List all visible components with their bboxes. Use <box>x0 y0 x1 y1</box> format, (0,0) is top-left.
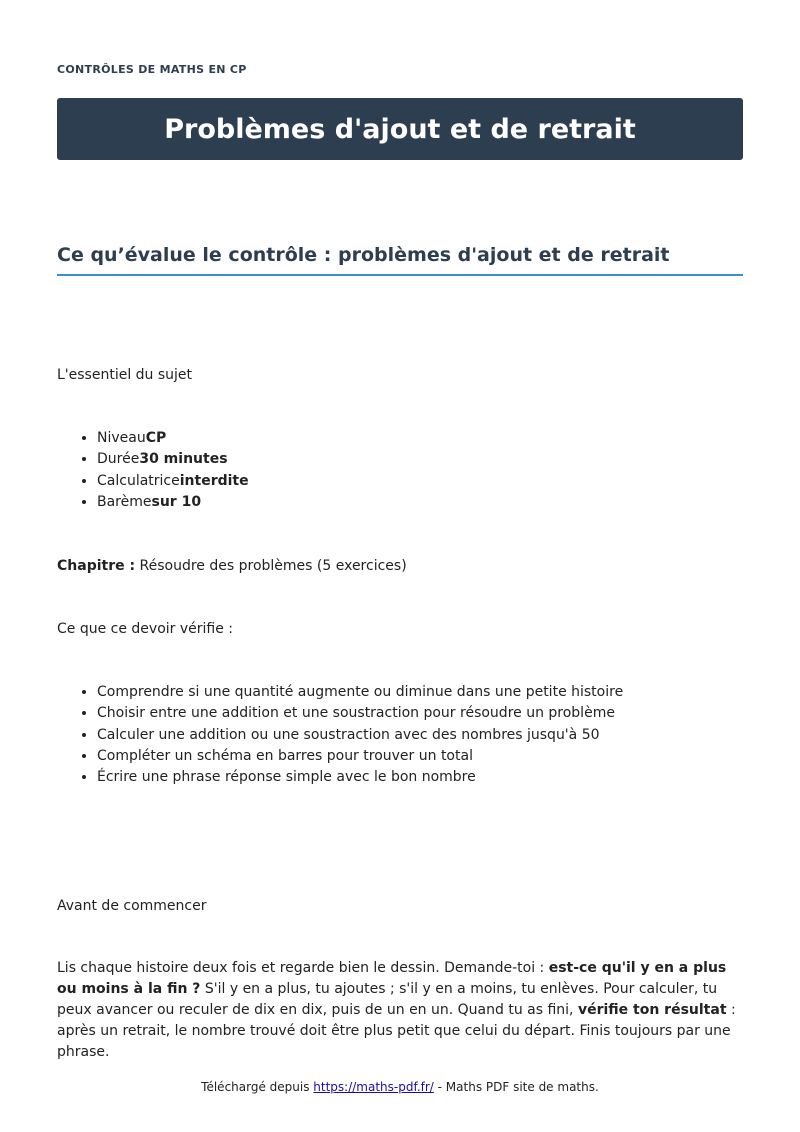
fact-label: Calculatrice <box>97 472 180 489</box>
fact-value: 30 minutes <box>139 451 228 468</box>
list-item <box>97 492 249 513</box>
section-title: Ce qu’évalue le contrôle : problèmes d'ajout et de retrait <box>57 244 743 276</box>
fact-value: CP <box>145 430 167 446</box>
list-item: • Comprendre si une quantité augmente ou diminue dans une petite histoire <box>97 682 623 703</box>
eyebrow-label: CONTRÔLES DE MATHS EN CP <box>57 63 247 76</box>
footer-link[interactable]: https://maths-pdf.fr/ <box>313 1080 434 1094</box>
footer <box>0 1080 800 1094</box>
chapitre-label: Chapitre : <box>57 558 136 574</box>
chapitre-line <box>57 556 407 577</box>
list-item <box>97 449 249 470</box>
list-item: • Écrire une phrase réponse simple avec le bon nombre <box>97 767 623 788</box>
fact-value: sur 10 <box>151 493 202 510</box>
footer-prefix: Téléchargé depuis <box>201 1080 314 1094</box>
advice-text: S'il y en a plus, tu ajoutes ; s'il y en a moins, tu enlèves. Pour calculer, tu peux avancer ou reculer de dix en dix, puis de un en un. Quand tu as fini, <box>57 981 718 1018</box>
fact-value: interdite <box>179 472 249 489</box>
facts-list <box>57 428 249 513</box>
advice-text: : après un retrait, le nombre trouvé doit être plus petit que celui du départ. Finis toujours par une phrase. <box>57 1002 736 1060</box>
verifie-intro: Ce que ce devoir vérifie : <box>57 621 234 637</box>
footer-suffix: - Maths PDF site de maths. <box>433 1080 599 1094</box>
list-item: • Calculer une addition ou une soustraction avec des nombres jusqu'à 50 <box>97 725 623 746</box>
list-item: • Choisir entre une addition et une soustraction pour résoudre un problème <box>97 703 623 724</box>
fact-label: Niveau <box>97 430 146 446</box>
advice-paragraph <box>57 958 747 1063</box>
list-item: • Compléter un schéma en barres pour trouver un total <box>97 746 623 767</box>
title-banner <box>57 98 743 160</box>
avant-heading: Avant de commencer <box>57 898 207 914</box>
fact-label: Durée <box>97 451 140 468</box>
fact-label: Barème <box>97 493 152 510</box>
list-item <box>97 471 249 492</box>
chapitre-text: Résoudre des problèmes (5 exercices) <box>135 558 407 574</box>
page-title: Problèmes d'ajout et de retrait <box>164 113 636 145</box>
list-item <box>97 428 249 449</box>
advice-emphasis: est-ce qu'il y en a plus ou moins à la fin ? <box>57 960 727 997</box>
intro-text: L'essentiel du sujet <box>57 367 193 383</box>
advice-emphasis: vérifie ton résultat <box>577 1002 727 1018</box>
advice-text: Lis chaque histoire deux fois et regarde bien le dessin. Demande-toi : <box>57 960 549 976</box>
skills-list <box>57 682 623 788</box>
